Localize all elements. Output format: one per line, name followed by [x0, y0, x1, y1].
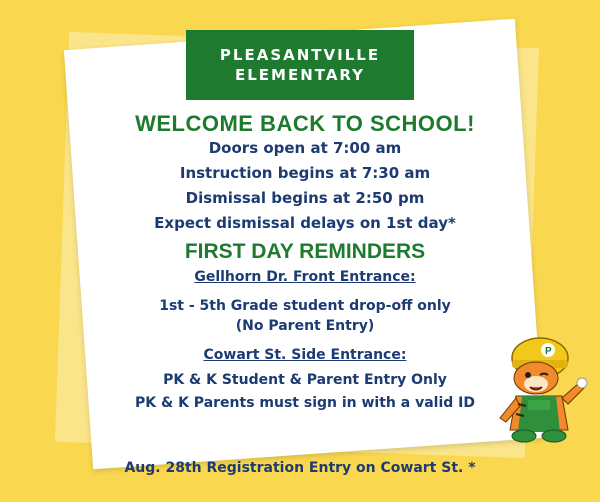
side-entrance-heading: Cowart St. Side Entrance: [203, 347, 407, 363]
side-entrance-line1: PK & K Student & Parent Entry Only [163, 372, 447, 388]
front-entrance-heading: Gellhorn Dr. Front Entrance: [194, 269, 416, 285]
school-name-line2: ELEMENTARY [234, 66, 366, 84]
welcome-line: Dismissal begins at 2:50 pm [185, 189, 425, 207]
front-entrance-note: (No Parent Entry) [235, 318, 375, 334]
side-entrance-line2: PK & K Parents must sign in with a valid ID [135, 395, 475, 411]
welcome-line: Instruction begins at 7:30 am [179, 164, 431, 182]
school-name-line1: PLEASANTVILLE [219, 46, 381, 64]
welcome-title: WELCOME BACK TO SCHOOL! [135, 111, 475, 136]
tiger-mascot-icon [492, 334, 588, 444]
svg-text:P: P [545, 346, 552, 357]
flyer-content [90, 112, 520, 415]
front-entrance-line: 1st - 5th Grade student drop-off only [159, 298, 451, 314]
welcome-line: Expect dismissal delays on 1st day* [154, 214, 456, 232]
reminders-title: FIRST DAY REMINDERS [184, 240, 426, 263]
school-name-banner [186, 30, 414, 100]
footer-note: Aug. 28th Registration Entry on Cowart St. * [124, 460, 476, 476]
welcome-line: Doors open at 7:00 am [208, 139, 402, 157]
